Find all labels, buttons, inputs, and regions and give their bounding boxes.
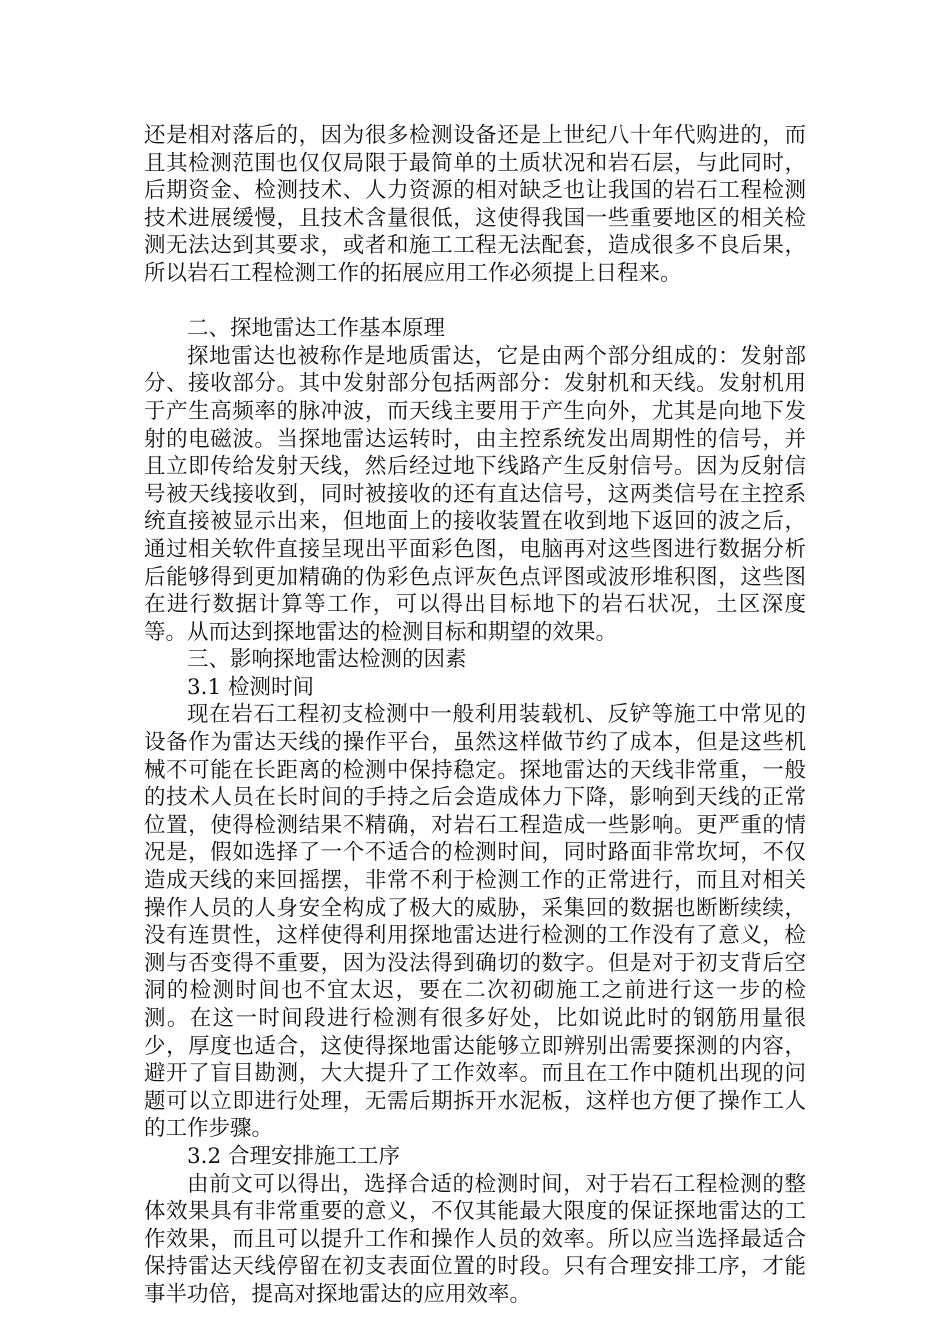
paragraph-principle: 探地雷达也被称作是地质雷达，它是由两个部分组成的：发射部分、接收部分。其中发射部分包括两部分：发射机和天线。发射机用于产生高频率的脉冲波，而天线主要用于产生向外，尤其是向地下发射的电磁波。当探地雷达运转时，由主控系统发出周期性的信号，并且立即传给发射天线，然后经过地下线路产生反射信号。因为反射信号被天线接收到，同时被接收的还有直达信号，这两类信号在主控系统直接被显示出来，但地面上的接收装置在收到地下返回的波之后，通过相关软件直接呈现出平面彩色图，电脑再对这些图进行数据分析后能够得到更加精确的伪彩色点评灰色点评图或波形堆积图，这些图在进行数据计算等工作，可以得出目标地下的岩石状况，土区深度等。从而达到探地雷达的检测目标和期望的效果。 <box>144 343 806 645</box>
paragraph-procedure: 由前文可以得出，选择合适的检测时间，对于岩石工程检测的整体效果具有非常重要的意义，不仅其能最大限度的保证探地雷达的工作效果，而且可以提升工作和操作人员的效率。所以应当选择最适合保持雷达天线停留在初支表面位置的时段。只有合理安排工序，才能事半功倍，提高对探地雷达的应用效率。 <box>144 1171 806 1307</box>
section-heading-principle: 二、探地雷达工作基本原理 <box>187 316 446 342</box>
subsection-heading-procedure: 3.2 合理安排施工工序 <box>187 1143 401 1169</box>
paragraph-intro-continuation: 还是相对落后的，因为很多检测设备还是上世纪八十年代购进的，而且其检测范围也仅仅局限于最简单的土质状况和岩石层，与此同时，后期资金、检测技术、人力资源的相对缺乏也让我国的岩石工程检测技术进展缓慢，且技术含量很低，这使得我国一些重要地区的相关检测无法达到其要求，或者和施工工程无法配套，造成很多不良后果，所以岩石工程检测工作的拓展应用工作必须提上日程来。 <box>144 123 806 286</box>
document-page <box>144 122 806 1309</box>
subsection-heading-detection-time: 3.1 检测时间 <box>187 674 315 700</box>
paragraph-gap <box>144 288 806 316</box>
paragraph-detection-time: 现在岩石工程初支检测中一般利用装载机、反铲等施工中常见的设备作为雷达天线的操作平台，虽然这样做节约了成本，但是这些机械不可能在长距离的检测中保持稳定。探地雷达的天线非常重，一般的技术人员在长时间的手持之后会造成体力下降，影响到天线的正常位置，使得检测结果不精确，对岩石工程造成一些影响。更严重的情况是，假如选择了一个不适合的检测时间，同时路面非常坎坷，不仅造成天线的来回摇摆，非常不利于检测工作的正常进行，而且对相关操作人员的人身安全构成了极大的威胁，采集回的数据也断断续续，没有连贯性，这样使得利用探地雷达进行检测的工作没有了意义，检测与否变得不重要，因为没法得到确切的数字。但是对于初支背后空洞的检测时间也不宜太迟，要在二次初砌施工之前进行这一步的检测。在这一时间段进行检测有很多好处，比如说此时的钢筋用量很少，厚度也适合，这使得探地雷达能够立即辨别出需要探测的内容，避开了盲目勘测，大大提升了工作效率。而且在工作中随机出现的问题可以立即进行处理，无需后期拆开水泥板，这样也方便了操作工人的工作步骤。 <box>144 702 806 1142</box>
section-heading-factors: 三、影响探地雷达检测的因素 <box>187 647 467 673</box>
